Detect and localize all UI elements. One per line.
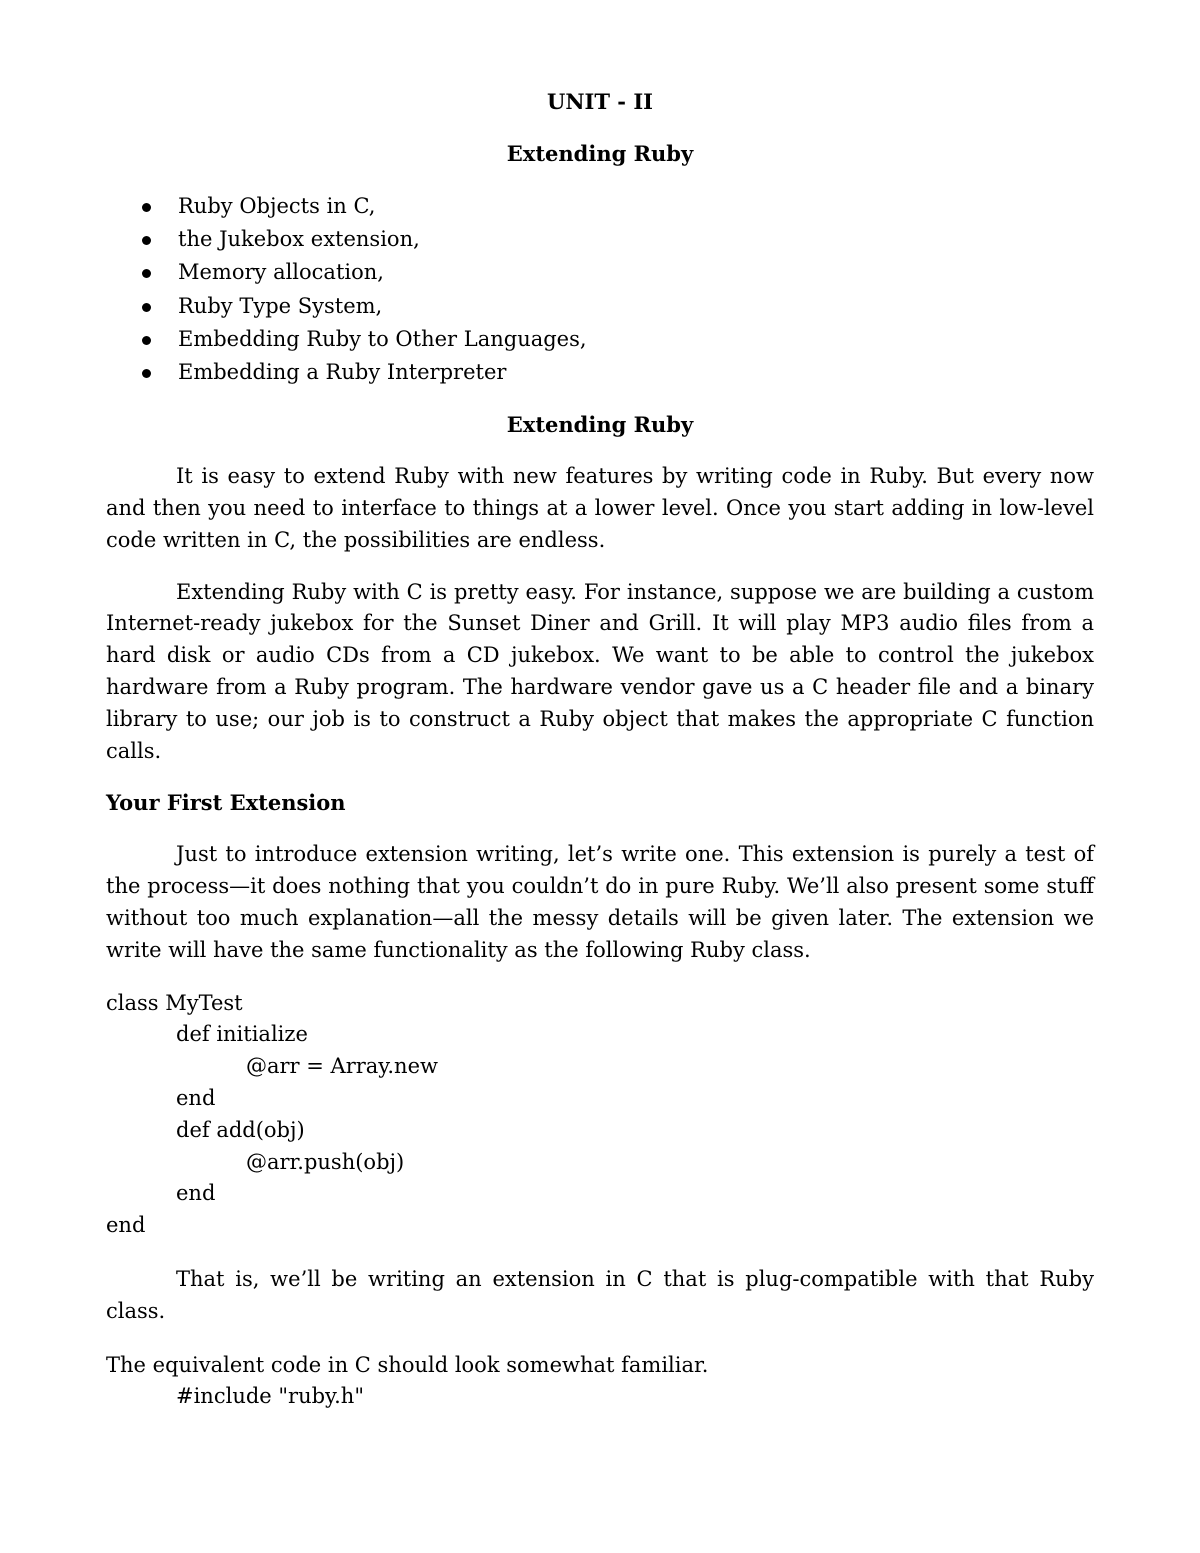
topic-label: Embedding Ruby to Other Languages,: [178, 326, 587, 351]
topic-label: Ruby Type System,: [178, 293, 383, 318]
code-line: end: [176, 1085, 216, 1110]
topic-label: Embedding a Ruby Interpreter: [178, 360, 507, 385]
bullet-icon: [142, 236, 151, 245]
intro-paragraph: It is easy to extend Ruby with new features by writing code in Ruby. But every now and then you need to interface to things at a lower level. Once you start adding in low-level code written in C, the possibilities are endless.: [106, 464, 1094, 552]
topic-list: [106, 190, 1094, 389]
c-include-line: #include "ruby.h": [176, 1384, 364, 1409]
code-line: end: [176, 1181, 216, 1206]
section-heading-extending-ruby: Extending Ruby: [506, 141, 694, 166]
topic-label: Ruby Objects in C,: [178, 194, 376, 218]
bullet-icon: [142, 336, 151, 345]
unit-heading: UNIT - II: [547, 89, 653, 114]
code-line: def initialize: [176, 1022, 308, 1047]
code-line: end: [106, 1213, 146, 1238]
code-line: def add(obj): [176, 1117, 305, 1142]
ruby-code-block: [106, 988, 1094, 1242]
plug-compatible-paragraph: That is, we’ll be writing an extension in C that is plug-compatible with that Ruby class.: [106, 1266, 1094, 1323]
list-item: [106, 256, 1094, 289]
document-page: [106, 86, 1094, 1413]
bullet-icon: [142, 303, 151, 312]
topic-label: Memory allocation,: [178, 260, 384, 285]
bullet-icon: [142, 369, 151, 378]
equivalent-code-paragraph: The equivalent code in C should look somewhat familiar.: [106, 1352, 709, 1377]
jukebox-paragraph: Extending Ruby with C is pretty easy. For instance, suppose we are building a custom Internet-ready jukebox for the Sunset Diner and Grill. It will play MP3 audio files from a hard disk or audio CDs from a CD jukebox. We want to be able to control the jukebox hardware from a Ruby program. The hardware vendor gave us a C header file and a binary library to use; our job is to construct a Ruby object that makes the appropriate C function calls.: [106, 579, 1094, 763]
section-heading-extending-ruby-body: Extending Ruby: [506, 412, 694, 438]
topic-label: the Jukebox extension,: [178, 227, 420, 252]
code-line: class MyTest: [106, 990, 243, 1015]
list-item: [106, 190, 1094, 223]
bullet-icon: [142, 269, 151, 278]
subheading-first-extension: Your First Extension: [106, 790, 346, 816]
bullet-icon: [142, 203, 151, 212]
first-extension-paragraph: Just to introduce extension writing, let’s write one. This extension is purely a test of the process—it does nothing that you couldn’t do in pure Ruby. We’ll also present some stuff without too much explanation—all the messy details will be given later. The extension we write will have the same functionality as the following Ruby class.: [106, 842, 1094, 962]
list-item: [106, 323, 1094, 356]
code-line: @arr = Array.new: [246, 1054, 438, 1079]
list-item: [106, 223, 1094, 256]
list-item: [106, 356, 1094, 389]
list-item: [106, 290, 1094, 323]
code-line: @arr.push(obj): [246, 1149, 405, 1174]
